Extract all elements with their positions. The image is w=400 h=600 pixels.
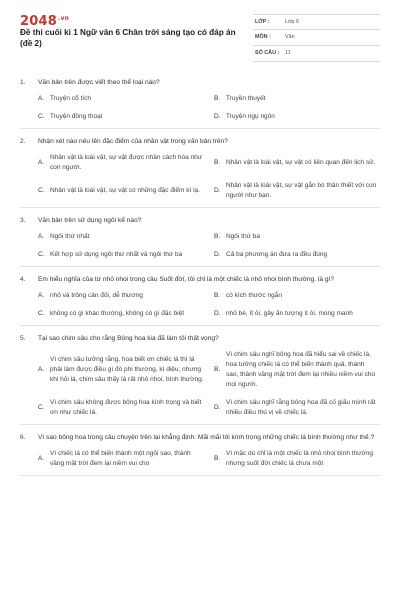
question-text: Tại sao chim sâu cho rằng Bông hoa kia đã làm tôi thất vọng? bbox=[38, 335, 219, 342]
option-letter: B. bbox=[214, 159, 221, 166]
question-3 bbox=[20, 208, 380, 267]
option-text: Vì mặc dù chỉ là một chiếc lá nhỏ nhoi bình thường nhưng suốt đời chiếc lá chưa một bbox=[226, 450, 374, 467]
option-letter: A. bbox=[38, 233, 45, 240]
option-letter: C. bbox=[38, 251, 45, 258]
option-text: Cả ba phương án đưa ra đều đúng bbox=[226, 251, 328, 258]
question-number: 3. bbox=[20, 217, 26, 224]
question-number: 4. bbox=[20, 276, 26, 283]
option-letter: B. bbox=[214, 366, 221, 373]
info-value: Văn bbox=[285, 34, 295, 40]
option-text: Truyền thuyết bbox=[226, 95, 266, 102]
page-title: Đề thi cuối kì 1 Ngữ văn 6 Chân trời sáng tạo có đáp án (đề 2) bbox=[20, 28, 236, 48]
info-row-subject bbox=[253, 30, 380, 46]
question-6 bbox=[20, 425, 380, 476]
option-letter: C. bbox=[38, 310, 45, 317]
option-letter: D. bbox=[214, 404, 221, 411]
option-text: Vì chim sâu không được bông hoa kính trọng và biết ơn như chiếc lá. bbox=[50, 399, 202, 416]
answer-options bbox=[20, 232, 380, 260]
option-text: Kết hợp sử dụng ngôi thứ nhất và ngôi thứ ba bbox=[50, 251, 183, 258]
info-row-grade bbox=[253, 14, 380, 30]
question-text: Nhận xét nào nêu lên đặc điểm của nhân vật trong văn bản trên? bbox=[38, 138, 228, 145]
option-text: Vì chim sâu nghĩ bông hoa đã hiểu sai về chiếc lá, hoa tưởng chiếc lá có thể biến thành quả, thành sao, thành vầng mặt trời đem lại nhiều niềm vui cho mọi người. bbox=[226, 351, 376, 388]
option-letter: D. bbox=[214, 251, 221, 258]
option-letter: D. bbox=[214, 187, 221, 194]
question-1 bbox=[20, 72, 380, 129]
option-letter: D. bbox=[214, 310, 221, 317]
document-header bbox=[0, 0, 400, 62]
info-value: Lớp 6 bbox=[285, 19, 300, 25]
question-text: Văn bản trên được viết theo thể loại nào? bbox=[38, 79, 160, 86]
option-text: Ngôi thứ ba bbox=[226, 233, 260, 240]
option-text: Nhân vật là loài vật, sự vật có liên quan đến lịch sử. bbox=[226, 159, 376, 166]
exam-info-table bbox=[253, 14, 380, 62]
option-text: có kích thước ngắn bbox=[226, 292, 282, 299]
option-letter: B. bbox=[214, 455, 221, 462]
question-2 bbox=[20, 129, 380, 208]
option-text: Nhân vật là loài vật, sự vật có những đặc điểm kì lạ. bbox=[50, 187, 200, 194]
option-text: Vì chiếc lá có thể biến thành một ngôi sao, thành vầng mặt trời đem lại niềm vui cho bbox=[50, 450, 191, 467]
answer-option-c[interactable] bbox=[38, 181, 210, 201]
answer-option-a[interactable] bbox=[38, 350, 210, 390]
question-text: Văn bản trên sử dụng ngôi kể nào? bbox=[38, 217, 142, 224]
option-letter: C. bbox=[38, 113, 45, 120]
answer-option-b[interactable] bbox=[214, 350, 384, 390]
question-number: 2. bbox=[20, 138, 26, 145]
question-list bbox=[20, 72, 380, 476]
option-letter: B. bbox=[214, 292, 221, 299]
answer-option-a[interactable] bbox=[38, 449, 210, 469]
option-text: Truyện ngụ ngôn bbox=[226, 113, 275, 120]
answer-option-d[interactable] bbox=[214, 250, 384, 260]
answer-options bbox=[20, 350, 380, 418]
question-number: 1. bbox=[20, 79, 26, 86]
option-text: Nhân vật là loài vật, sự vật được nhân cách hóa như con người. bbox=[50, 154, 203, 171]
answer-option-a[interactable] bbox=[38, 291, 210, 301]
answer-options bbox=[20, 94, 380, 122]
question-text: Vì sao bông hoa trong câu chuyện trên lại khẳng định: Mãi mãi tôi kính trọng những chiếc lá bình thường như thế.? bbox=[38, 434, 375, 441]
option-text: nhỏ và trông cân đối, dễ thương bbox=[50, 292, 143, 299]
question-text: Em hiểu nghĩa của từ nhỏ nhoi trong câu Suốt đời, tôi chỉ là một chiếc lá nhỏ nhoi bình thường. là gì? bbox=[38, 276, 335, 283]
option-text: Nhân vật là loài vật, sự vật gắn bó thân thiết với con người như bạn. bbox=[226, 182, 377, 199]
question-4 bbox=[20, 267, 380, 326]
option-letter: C. bbox=[38, 187, 45, 194]
info-row-question-count bbox=[253, 46, 380, 62]
answer-option-b[interactable] bbox=[214, 94, 384, 104]
answer-option-c[interactable] bbox=[38, 250, 210, 260]
answer-option-d[interactable] bbox=[214, 309, 384, 319]
answer-options bbox=[20, 153, 380, 201]
option-letter: A. bbox=[38, 159, 45, 166]
option-letter: D. bbox=[214, 113, 221, 120]
option-text: Ngôi thứ nhất bbox=[50, 233, 90, 240]
question-number: 6. bbox=[20, 434, 26, 441]
option-text: không có gì khác thường, không có gì đặc biệt bbox=[50, 310, 185, 317]
option-letter: A. bbox=[38, 95, 45, 102]
site-logo[interactable]: $2048^{.vn}$ bbox=[20, 14, 70, 29]
answer-option-b[interactable] bbox=[214, 153, 384, 173]
answer-option-c[interactable] bbox=[38, 398, 210, 418]
answer-option-a[interactable] bbox=[38, 153, 210, 173]
option-letter: A. bbox=[38, 366, 45, 373]
answer-option-c[interactable] bbox=[38, 112, 210, 122]
answer-option-d[interactable] bbox=[214, 181, 384, 201]
answer-option-d[interactable] bbox=[214, 112, 384, 122]
answer-options bbox=[20, 449, 380, 469]
option-text: Vì chim sâu tưởng rằng, hoa biết ơn chiếc lá thì lá phải làm được điều gì đó phi thường, kì diệu; nhưng khi hỏi lá, chim sâu thấy lá rất nhỏ nhoi, bình thường. bbox=[50, 356, 204, 383]
answer-option-c[interactable] bbox=[38, 309, 210, 319]
answer-option-b[interactable] bbox=[214, 291, 384, 301]
answer-option-a[interactable] bbox=[38, 94, 210, 104]
option-letter: C. bbox=[38, 404, 45, 411]
option-text: Vì chim sâu nghĩ rằng bông hoa đã cố giấu mình rất nhiều điều thú vị về chiếc lá. bbox=[226, 399, 376, 416]
info-value: 11 bbox=[285, 50, 291, 56]
option-letter: B. bbox=[214, 233, 221, 240]
info-label: MÔN : bbox=[255, 34, 271, 40]
answer-option-d[interactable] bbox=[214, 398, 384, 418]
answer-options bbox=[20, 291, 380, 319]
question-number: 5. bbox=[20, 335, 26, 342]
info-label: SỐ CÂU : bbox=[255, 50, 280, 56]
option-text: nhỏ bé, ít ỏi, gây ấn tượng ít ỏi, mong manh bbox=[226, 310, 353, 317]
answer-option-a[interactable] bbox=[38, 232, 210, 242]
info-label: LỚP : bbox=[255, 19, 270, 25]
answer-option-b[interactable] bbox=[214, 232, 384, 242]
question-5 bbox=[20, 326, 380, 425]
option-text: Truyện đồng thoại bbox=[50, 113, 103, 120]
option-text: Truyện cổ tích bbox=[50, 95, 91, 102]
answer-option-b[interactable] bbox=[214, 449, 384, 469]
option-letter: A. bbox=[38, 455, 45, 462]
option-letter: B. bbox=[214, 95, 221, 102]
option-letter: A. bbox=[38, 292, 45, 299]
